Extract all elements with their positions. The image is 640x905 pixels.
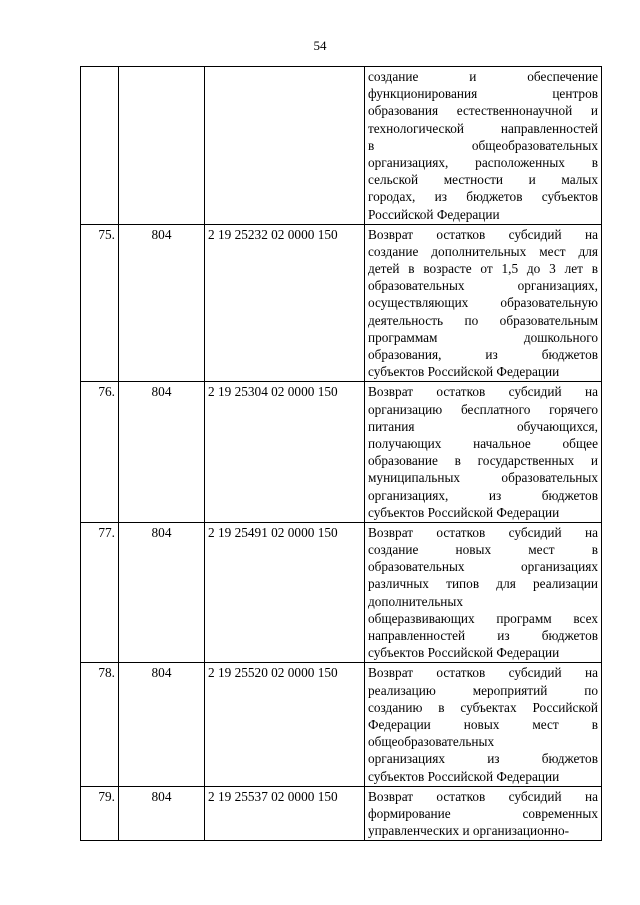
- description-line: Российской Федерации: [368, 206, 500, 222]
- description-line: городах, из бюджетов субъектов: [368, 189, 598, 205]
- description-line: детей в возрасте от 1,5 до 3 лет в: [368, 261, 598, 277]
- description-cell: [365, 67, 602, 225]
- description-line: Возврат остатков субсидий на: [368, 384, 598, 400]
- description-line: организациях, из бюджетов: [368, 487, 598, 503]
- description-line: муниципальных образовательных: [368, 470, 598, 486]
- description-line: создание новых мест в: [368, 542, 598, 558]
- table-row: [81, 224, 602, 382]
- description-line: получающих начальное общее: [368, 435, 598, 451]
- description-line: направленностей из бюджетов: [368, 628, 598, 643]
- description-line: управленческих и организационно-: [368, 823, 570, 839]
- description-cell: [365, 224, 602, 382]
- description-line: сельской местности и малых: [368, 172, 598, 188]
- budget-code-cell: 2 19 25537 02 0000 150: [205, 786, 365, 841]
- description-line: дополнительных: [368, 593, 463, 609]
- description-line: образовательных организациях: [368, 559, 598, 575]
- description-line: программам дошкольного: [368, 329, 598, 345]
- description-line: образования, из бюджетов: [368, 347, 598, 362]
- admin-code-cell: 804: [119, 786, 205, 841]
- admin-code-cell: 804: [119, 382, 205, 523]
- description-line: образования естественнонаучной и: [368, 103, 598, 119]
- description-line: осуществляющих образовательную: [368, 295, 598, 311]
- admin-code-cell: 804: [119, 522, 205, 663]
- description-line: образование в государственных и: [368, 453, 598, 469]
- budget-codes-table: [80, 66, 602, 841]
- description-line: общеразвивающих программ всех: [368, 610, 598, 626]
- description-line: Возврат остатков субсидий на: [368, 524, 598, 540]
- description-line: субъектов Российской Федерации: [368, 504, 560, 520]
- description-line: созданию в субъектах Российской: [368, 699, 598, 715]
- budget-code-cell: 2 19 25232 02 0000 150: [205, 224, 365, 382]
- table-body: [81, 67, 602, 841]
- row-number-cell: 79.: [81, 786, 119, 841]
- description-cell: [365, 382, 602, 523]
- row-number-cell: [81, 67, 119, 225]
- description-line: субъектов Российской Федерации: [368, 645, 560, 661]
- description-line: Возврат остатков субсидий на: [368, 226, 598, 242]
- description-cell: [365, 786, 602, 841]
- description-line: деятельность по образовательным: [368, 312, 598, 328]
- description-line: субъектов Российской Федерации: [368, 364, 560, 380]
- budget-code-cell: [205, 67, 365, 225]
- page-number: 54: [313, 38, 327, 53]
- description-line: в общеобразовательных: [368, 137, 598, 153]
- table-row: [81, 522, 602, 663]
- description-line: Федерации новых мест в: [368, 716, 598, 732]
- description-line: Возврат остатков субсидий на: [368, 788, 598, 804]
- table-row: [81, 663, 602, 786]
- description-line: организациях из бюджетов: [368, 751, 598, 767]
- row-number-cell: 75.: [81, 224, 119, 382]
- row-number-cell: 76.: [81, 382, 119, 523]
- description-line: питания обучающихся,: [368, 418, 598, 434]
- description-line: субъектов Российской Федерации: [368, 768, 560, 784]
- table-row: [81, 786, 602, 841]
- description-line: создание и обеспечение: [368, 69, 598, 84]
- description-line: функционирования центров: [368, 86, 598, 102]
- admin-code-cell: 804: [119, 224, 205, 382]
- description-line: реализацию мероприятий по: [368, 682, 598, 698]
- description-line: создание дополнительных мест для: [368, 243, 598, 259]
- table-row: [81, 67, 602, 225]
- description-line: образовательных организациях,: [368, 278, 598, 294]
- description-line: Возврат остатков субсидий на: [368, 665, 598, 681]
- table-row: [81, 382, 602, 523]
- budget-code-cell: 2 19 25520 02 0000 150: [205, 663, 365, 786]
- budget-code-cell: 2 19 25304 02 0000 150: [205, 382, 365, 523]
- admin-code-cell: [119, 67, 205, 225]
- description-line: организацию бесплатного горячего: [368, 401, 598, 417]
- description-line: формирование современных: [368, 805, 598, 821]
- description-line: технологической направленностей: [368, 120, 598, 136]
- row-number-cell: 77.: [81, 522, 119, 663]
- admin-code-cell: 804: [119, 663, 205, 786]
- description-cell: [365, 663, 602, 786]
- row-number-cell: 78.: [81, 663, 119, 786]
- description-line: организациях, расположенных в: [368, 154, 598, 170]
- budget-code-cell: 2 19 25491 02 0000 150: [205, 522, 365, 663]
- description-line: различных типов для реализации: [368, 576, 598, 592]
- description-cell: [365, 522, 602, 663]
- description-line: общеобразовательных: [368, 734, 495, 750]
